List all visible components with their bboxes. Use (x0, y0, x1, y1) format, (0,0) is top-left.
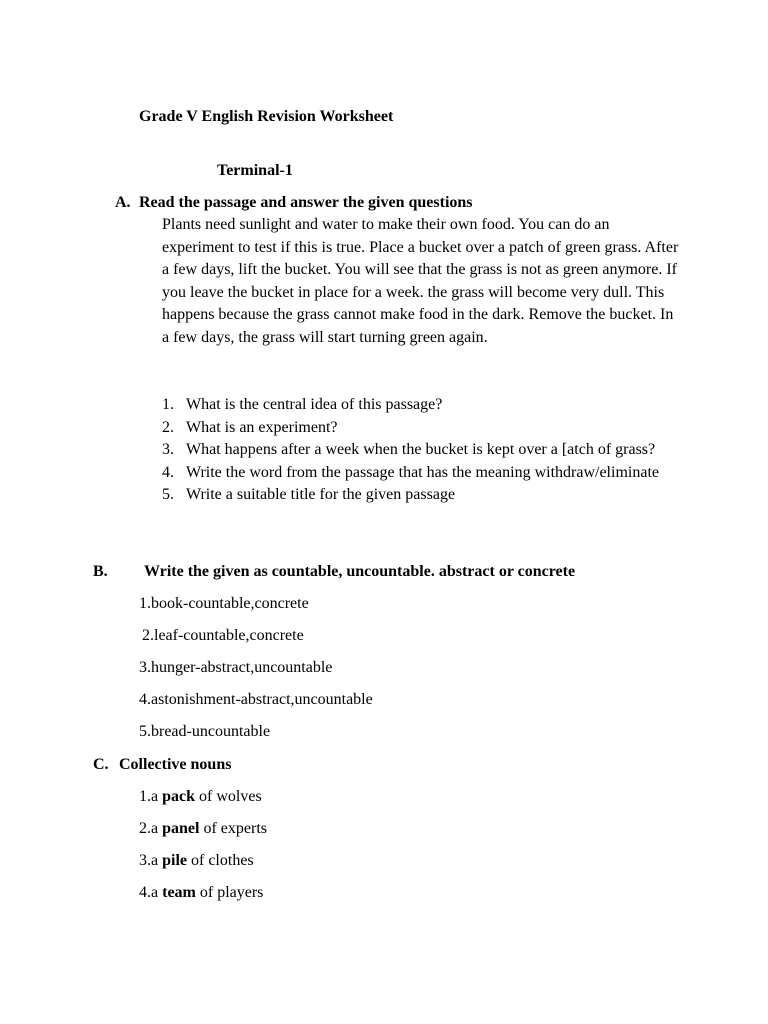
question-item (162, 462, 682, 485)
noun-type-item: 4.astonishment-abstract,uncountable (139, 691, 373, 708)
question-text: Write a suitable title for the given passage (186, 486, 456, 503)
collective-noun-word: pack (162, 788, 196, 805)
question-number: 2. (162, 418, 174, 436)
section-b-heading: Write the given as countable, uncountable. abstract or concrete (144, 563, 576, 580)
item-prefix: 4.a (139, 884, 163, 901)
collective-noun-item (139, 852, 254, 870)
question-text: What is an experiment? (186, 418, 338, 436)
worksheet-subtitle: Terminal-1 (217, 162, 293, 179)
collective-noun-item (139, 788, 262, 806)
item-suffix: of players (195, 884, 264, 901)
section-a-heading: Read the passage and answer the given questions (139, 194, 473, 211)
collective-noun-item (139, 884, 263, 902)
noun-type-item: 2.leaf-countable,concrete (142, 627, 304, 644)
item-suffix: of clothes (187, 852, 254, 869)
section-b-letter: B. (93, 563, 108, 580)
collective-noun-word: pile (162, 852, 187, 869)
collective-noun-word: team (162, 884, 196, 901)
noun-type-item: 5.bread-uncountable (139, 723, 271, 740)
question-item (162, 394, 682, 417)
question-list (162, 394, 682, 507)
section-a-letter: A. (115, 194, 131, 211)
section-c-heading: Collective nouns (119, 756, 232, 773)
noun-type-item: 3.hunger-abstract,uncountable (139, 659, 333, 676)
question-number: 1. (162, 396, 174, 413)
item-suffix: of experts (199, 820, 267, 837)
question-item (162, 484, 682, 507)
question-text: Write the word from the passage that has the meaning withdraw/eliminate (186, 463, 659, 481)
question-text: What happens after a week when the bucket is kept over a [atch of grass? (186, 441, 656, 458)
question-number: 4. (162, 463, 174, 481)
reading-passage: Plants need sunlight and water to make their own food. You can do an experiment to test if this is true. Place a bucket over a patch of green grass. After a few days, lift the bucket. You will see that the grass is not as green anymore. If you leave the bucket in place for a week. the grass will become very dull. This happens because the grass cannot make food in the dark. Remove the bucket. In a few days, the grass will start turning green again. (162, 216, 679, 346)
question-item (162, 439, 682, 462)
noun-type-item: 1.book-countable,concrete (139, 595, 309, 612)
question-item (162, 417, 682, 440)
question-number: 3. (162, 441, 174, 458)
worksheet-title: Grade V English Revision Worksheet (139, 108, 394, 125)
item-prefix: 3.a (139, 852, 163, 869)
item-prefix: 1.a (139, 788, 163, 805)
question-number: 5. (162, 486, 174, 503)
collective-noun-item (139, 820, 267, 838)
question-text: What is the central idea of this passage? (186, 396, 443, 413)
item-suffix: of wolves (195, 788, 262, 805)
item-prefix: 2.a (139, 820, 163, 837)
section-c-letter: C. (93, 756, 109, 773)
collective-noun-word: panel (162, 820, 200, 837)
